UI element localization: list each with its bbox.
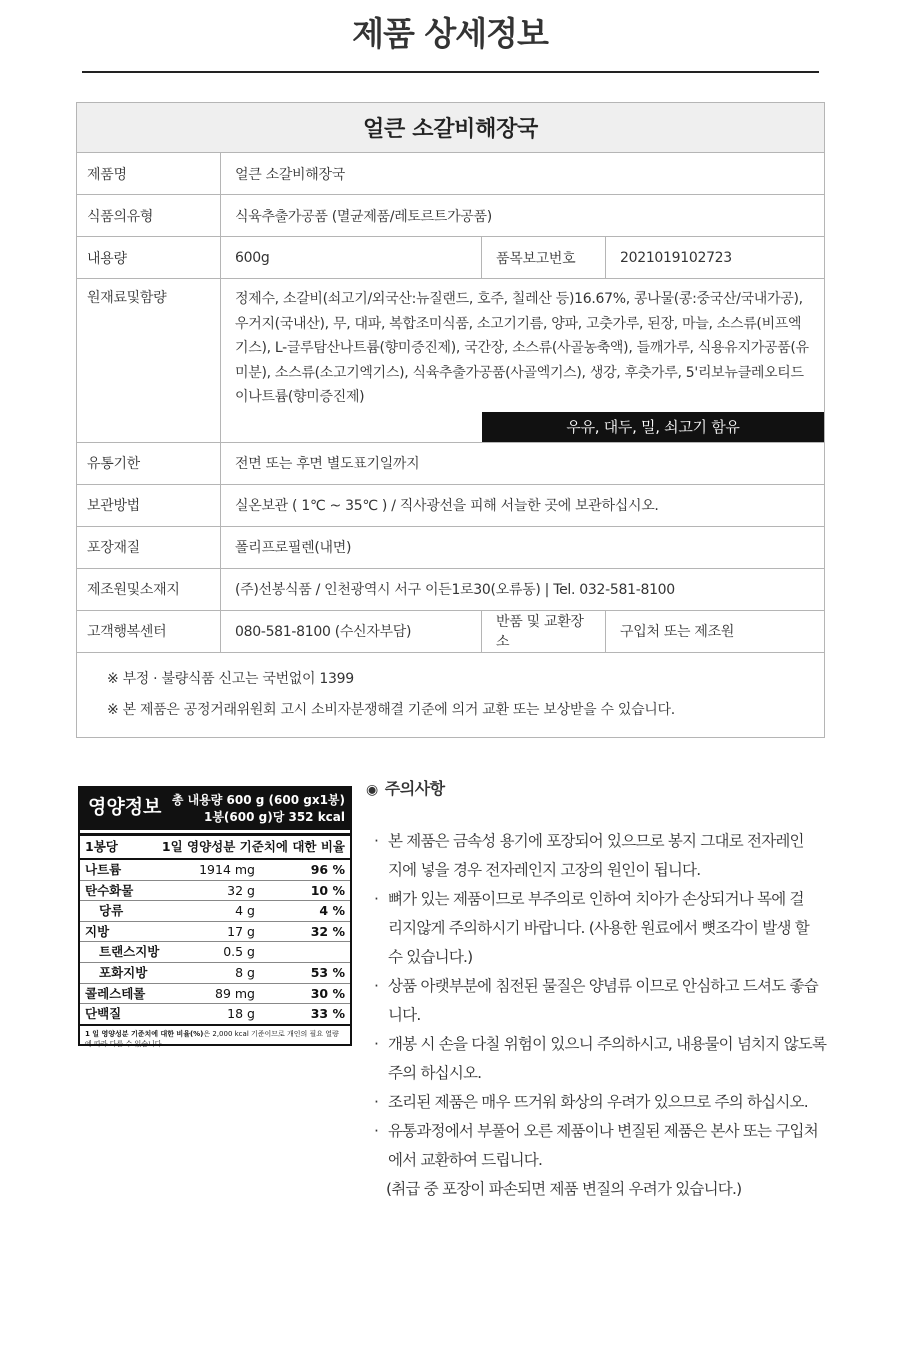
- label-customer-center: 고객행복센터: [77, 610, 221, 652]
- nutrient-percent: 96 %: [310, 862, 345, 877]
- footnote-rest: 은 2,000 kcal 기준이므로 개인의 필요 열량에 따라 다를 수 있습니다.: [85, 1029, 339, 1048]
- footnote-bold: 1 일 영양성분 기준치에 대한 비율(%): [85, 1029, 204, 1038]
- caution-line: 수 있습니다.): [388, 948, 473, 966]
- nutrition-per-label: 1봉당: [85, 839, 118, 854]
- note-report: ※ 부정 · 불량식품 신고는 국번없이 1399: [107, 670, 354, 687]
- nutrient-name: 나트륨: [85, 862, 122, 877]
- value-ingredients: 정제수, 소갈비(쇠고기/외국산:뉴질랜드, 호주, 칠레산 등)16.67%, 콩나물(콩:중국산/국내가공), 우거지(국내산), 무, 대파, 복합조미식품, 소고기기름, 양파, 고춧가루, 된장, 마늘, 소스류(비프엑기스), L-글루탐산나트륨(향미증진제), 국간장, 소스류(사골농축액), 들깨가루, 식용유지가공품(유미분), 소스류(소고기엑기스), 식육추출가공품(사골엑기스), 생강, 후춧가루, 5'리보뉴클레오티드이나트륨(향미증진제): [235, 291, 809, 405]
- nutrient-name: 당류: [99, 903, 124, 919]
- nutrient-percent: 32 %: [310, 923, 345, 939]
- label-product-name: 제품명: [77, 153, 221, 195]
- nutrient-row-saturated-fat: [80, 963, 350, 984]
- info-row-expiry: [77, 442, 825, 484]
- value-product-name: 얼큰 소갈비해장국: [221, 153, 825, 195]
- label-ingredients: 원재료및함량: [77, 279, 221, 443]
- caution-line: 지에 넣을 경우 전자레인지 고장의 원인이 됩니다.: [388, 861, 701, 879]
- label-return-place: 반품 및 교환장소: [482, 610, 606, 652]
- nutrient-amount: 17 g: [227, 923, 255, 939]
- bullet-icon: ·: [374, 1122, 379, 1140]
- nutrient-row-fat: [80, 922, 350, 943]
- nutrient-name: 지방: [85, 923, 110, 939]
- nutrient-amount: 8 g: [235, 964, 255, 980]
- bullet-icon: ·: [374, 1035, 379, 1053]
- caution-line: 본 제품은 금속성 용기에 포장되어 있으므로 봉지 그대로 전자레인: [388, 832, 804, 850]
- info-row-name: [77, 153, 825, 195]
- nutrient-row-protein: [80, 1004, 350, 1024]
- note-compensation: ※ 본 제품은 공정거래위원회 고시 소비자분쟁해결 기준에 의거 교환 또는 보상받을 수 있습니다.: [107, 701, 675, 718]
- allergen-badge: 우유, 대두, 밀, 쇠고기 함유: [482, 412, 824, 442]
- caution-title: 주의사항: [384, 779, 445, 798]
- nutrient-name: 단백질: [85, 1006, 122, 1022]
- bullet-icon: ·: [374, 1093, 379, 1111]
- info-row-ingredients: [77, 279, 825, 443]
- nutrition-daily-label: 1일 영양성분 기준치에 대한 비율: [161, 839, 345, 854]
- label-expiry: 유통기한: [77, 442, 221, 484]
- caution-line: 에서 교환하여 드립니다.: [388, 1151, 543, 1169]
- caution-item: [366, 1088, 856, 1117]
- caution-line: 니다.: [388, 1006, 421, 1024]
- nutrient-percent: 4 %: [319, 903, 345, 919]
- caution-note: (취급 중 포장이 파손되면 제품 변질의 우려가 있습니다.): [386, 1180, 742, 1198]
- info-row-volume: [77, 237, 825, 279]
- nutrient-name: 트랜스지방: [99, 944, 160, 960]
- notes-cell: [77, 652, 825, 737]
- value-customer-center: 080-581-8100 (수신자부담): [221, 610, 482, 652]
- caution-item: [366, 827, 856, 885]
- nutrient-amount: 4 g: [235, 903, 255, 919]
- label-maker: 제조원및소재지: [77, 568, 221, 610]
- value-packaging: 폴리프로필렌(내면): [221, 526, 825, 568]
- nutrient-percent: 53 %: [310, 964, 345, 980]
- nutrient-row-sugars: [80, 901, 350, 922]
- nutrient-percent: 10 %: [310, 882, 345, 898]
- bullet-icon: ·: [374, 890, 379, 908]
- nutrient-amount: 32 g: [227, 882, 255, 898]
- nutrient-percent: 33 %: [310, 1006, 345, 1022]
- caution-item: [366, 1117, 856, 1175]
- value-report-number: 2021019102723: [606, 237, 825, 279]
- nutrient-amount: 1914 mg: [199, 862, 255, 877]
- info-row-maker: [77, 568, 825, 610]
- value-expiry: 전면 또는 후면 별도표기일까지: [221, 442, 825, 484]
- value-maker: (주)선봉식품 / 인천광역시 서구 이든1로30(오류동) | Tel. 032-581-8100: [221, 568, 825, 610]
- product-info-table: [76, 102, 825, 738]
- nutrient-name: 콜레스테롤: [85, 985, 146, 1001]
- caution-line: 리지않게 주의하시기 바랍니다. (사용한 원료에서 뼛조각이 발생 할: [388, 919, 809, 937]
- caution-line: 유통과정에서 부풀어 오른 제품이나 변질된 제품은 본사 또는 구입처: [388, 1122, 818, 1140]
- value-volume: 600g: [221, 237, 482, 279]
- product-name-heading: 얼큰 소갈비해장국: [77, 103, 825, 153]
- nutrient-row-cholesterol: [80, 984, 350, 1005]
- nutrient-row-trans-fat: [80, 942, 350, 963]
- value-return-place: 구입처 또는 제조원: [606, 610, 825, 652]
- bullseye-icon: ◉: [366, 782, 378, 798]
- nutrition-calories: 1봉(600 g)당 352 kcal: [203, 810, 345, 824]
- caution-line: 상품 아랫부분에 침전된 물질은 양념류 이므로 안심하고 드셔도 좋습: [388, 977, 818, 995]
- nutrient-amount: 18 g: [227, 1006, 255, 1022]
- nutrient-row-carbohydrate: [80, 881, 350, 902]
- info-row-type: [77, 195, 825, 237]
- nutrient-percent: 30 %: [310, 985, 345, 1001]
- label-volume: 내용량: [77, 237, 221, 279]
- nutrition-total-amount: 총 내용량 600 g (600 gx1봉): [171, 793, 345, 807]
- value-storage: 실온보관 ( 1℃ ~ 35℃ ) / 직사광선을 피해 서늘한 곳에 보관하십시오.: [221, 484, 825, 526]
- label-report-number: 품목보고번호: [482, 237, 606, 279]
- caution-line: 주의 하십시오.: [388, 1064, 482, 1082]
- nutrient-row-sodium: [80, 860, 350, 881]
- bullet-icon: ·: [374, 977, 379, 995]
- nutrient-name: 탄수화물: [85, 882, 134, 898]
- value-food-type: 식육추출가공품 (멸균제품/레토르트가공품): [221, 195, 825, 237]
- caution-item: [366, 1030, 856, 1088]
- nutrient-amount: 89 mg: [215, 985, 255, 1001]
- caution-line: 조리된 제품은 매우 뜨거워 화상의 우려가 있으므로 주의 하십시오.: [388, 1093, 808, 1111]
- caution-item: [366, 972, 856, 1030]
- label-food-type: 식품의유형: [77, 195, 221, 237]
- caution-section: [366, 776, 856, 1204]
- label-packaging: 포장재질: [77, 526, 221, 568]
- nutrient-name: 포화지방: [99, 964, 148, 980]
- label-storage: 보관방법: [77, 484, 221, 526]
- caution-item: [366, 885, 856, 972]
- nutrient-amount: 0.5 g: [223, 944, 255, 960]
- bullet-icon: ·: [374, 832, 379, 850]
- nutrient-percent: [255, 942, 345, 962]
- nutrition-facts-panel: [78, 786, 352, 1046]
- caution-line: 뼈가 있는 제품이므로 부주의로 인하여 치아가 손상되거나 목에 걸: [388, 890, 804, 908]
- info-row-storage: [77, 484, 825, 526]
- title-divider: [82, 71, 819, 73]
- info-row-packaging: [77, 526, 825, 568]
- nutrition-footnote: [80, 1024, 350, 1052]
- nutrition-title: 영양정보: [88, 796, 162, 818]
- caution-line: 개봉 시 손을 다칠 위험이 있으니 주의하시고, 내용물이 넘치지 않도록: [388, 1035, 827, 1053]
- page-title: 제품 상세정보: [352, 14, 548, 53]
- info-row-service: [77, 610, 825, 652]
